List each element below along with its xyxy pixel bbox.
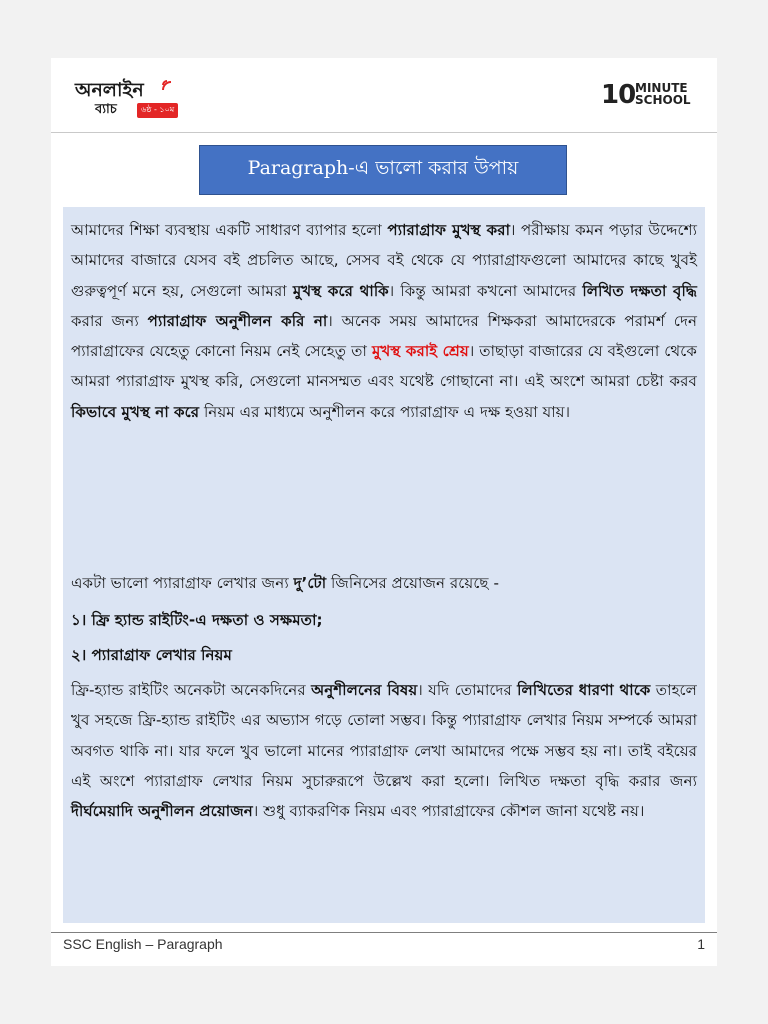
text-run: আমাদের শিক্ষা ব্যবস্থায় একটি সাধারণ ব্যাপার হলো <box>71 221 388 239</box>
online-batch-logo <box>75 76 175 122</box>
footer-divider <box>51 932 717 933</box>
logo-number: 10 <box>601 80 636 110</box>
page-title: Paragraph-এ ভালো করার উপায় <box>199 145 567 195</box>
text-run: । তাছাড়া বাজারের যে বইগুলো থেকে আমরা প্যারাগ্রাফ মুখস্থ করি, সেগুলো মানসম্মত এবং যথেষ্ট গোছানো না। এই অংশে আমরা চেষ্টা করব <box>71 342 697 391</box>
text-run: । যদি তোমাদের <box>417 681 518 699</box>
signal-icon <box>161 78 179 92</box>
text-run: করার জন্য <box>71 311 148 330</box>
page-header <box>51 58 717 133</box>
bold-run: লিখিতের ধারণা থাকে <box>517 681 651 699</box>
text-run: জিনিসের প্রয়োজন রয়েছে - <box>326 574 499 592</box>
logo-line1: অনলাইন <box>75 79 144 101</box>
footer-title: SSC English – Paragraph <box>63 936 223 952</box>
bold-run: লিখিত দক্ষতা বৃদ্ধি <box>582 281 697 300</box>
bold-run: দীর্ঘমেয়াদি অনুশীলন প্রয়োজন <box>71 802 253 821</box>
ten-minute-school-logo <box>601 80 701 116</box>
text-run: । পরীক্ষায় কমন পড়ার উদ্দেশ্যে আমাদের বাজারে যেসব বই প্রচলিত আছে, সেসব বই থেকে যে প্যারাগ্রাফগুলো আমাদের কাছে খুবই গুরুত্বপূর্ণ মনে হয়, সেগুলো আমরা <box>71 221 697 300</box>
text-run: একটা ভালো প্যারাগ্রাফ লেখার জন্য <box>71 574 294 592</box>
bold-run: প্যারাগ্রাফ অনুশীলন করি না <box>147 311 328 330</box>
list-item-2: ২। প্যারাগ্রাফ লেখার নিয়ম <box>71 646 232 664</box>
bold-run: দু’টো <box>293 574 327 592</box>
intro-paragraph <box>71 215 697 427</box>
content-panel <box>63 207 705 923</box>
document-page <box>51 58 717 966</box>
text-run: ফ্রি-হ্যান্ড রাইটিং অনেকটা অনেকদিনের <box>71 681 312 699</box>
text-run: নিয়ম এর মাধ্যমে অনুশীলন করে প্যারাগ্রাফ এ দক্ষ হওয়া যায়। <box>199 402 571 421</box>
logo-line2: ব্যাচ <box>95 102 117 117</box>
bold-run: প্যারাগ্রাফ মুখস্থ করা <box>387 221 511 239</box>
text-run: তাহলে খুব সহজে ফ্রি-হ্যান্ড রাইটিং এর অভ্যাস গড়ে তোলা সম্ভব। কিন্তু প্যারাগ্রাফ লেখার নিয়ম সম্পর্কে আমরা অবগত থাকি না। যার ফলে খুব ভালো মানের প্যারাগ্রাফ লেখা আমাদের পক্ষে সম্ভব হয় না। তাই বইয়ের এই অংশে প্যারাগ্রাফ লেখার নিয়ম সুচারুরূপে উল্লেখ করা হলো। লিখিত দক্ষতা বৃদ্ধি করার জন্য <box>71 681 697 790</box>
logo-badge: ৬ষ্ঠ - ১০ম <box>137 103 178 118</box>
page-number: 1 <box>697 936 705 952</box>
highlight-run: মুখস্থ করাই শ্রেয় <box>371 342 469 361</box>
text-run: । কিন্তু আমরা কখনো আমাদের <box>388 281 583 300</box>
text-run: । শুধু ব্যাকরণিক নিয়ম এবং প্যারাগ্রাফের কৌশল জানা যথেষ্ট নয়। <box>252 802 645 821</box>
bold-run: কিভাবে মুখস্থ না করে <box>71 402 200 421</box>
logo-word-minute: MINUTE <box>635 81 688 95</box>
logo-word-school: SCHOOL <box>635 93 691 107</box>
bold-run: মুখস্থ করে থাকি <box>292 281 389 300</box>
requirements-intro <box>71 568 697 598</box>
text-run: । অনেক সময় আমাদের শিক্ষকরা আমাদেরকে পরামর্শ দেন প্যারাগ্রাফের যেহেতু কোনো নিয়ম নেই সেহেতু তা <box>71 311 698 361</box>
bold-run: অনুশীলনের বিষয় <box>311 681 418 699</box>
freehand-paragraph <box>71 675 697 826</box>
list-item-1: ১। ফ্রি হ্যান্ড রাইটিং-এ দক্ষতা ও সক্ষমতা; <box>71 611 323 629</box>
